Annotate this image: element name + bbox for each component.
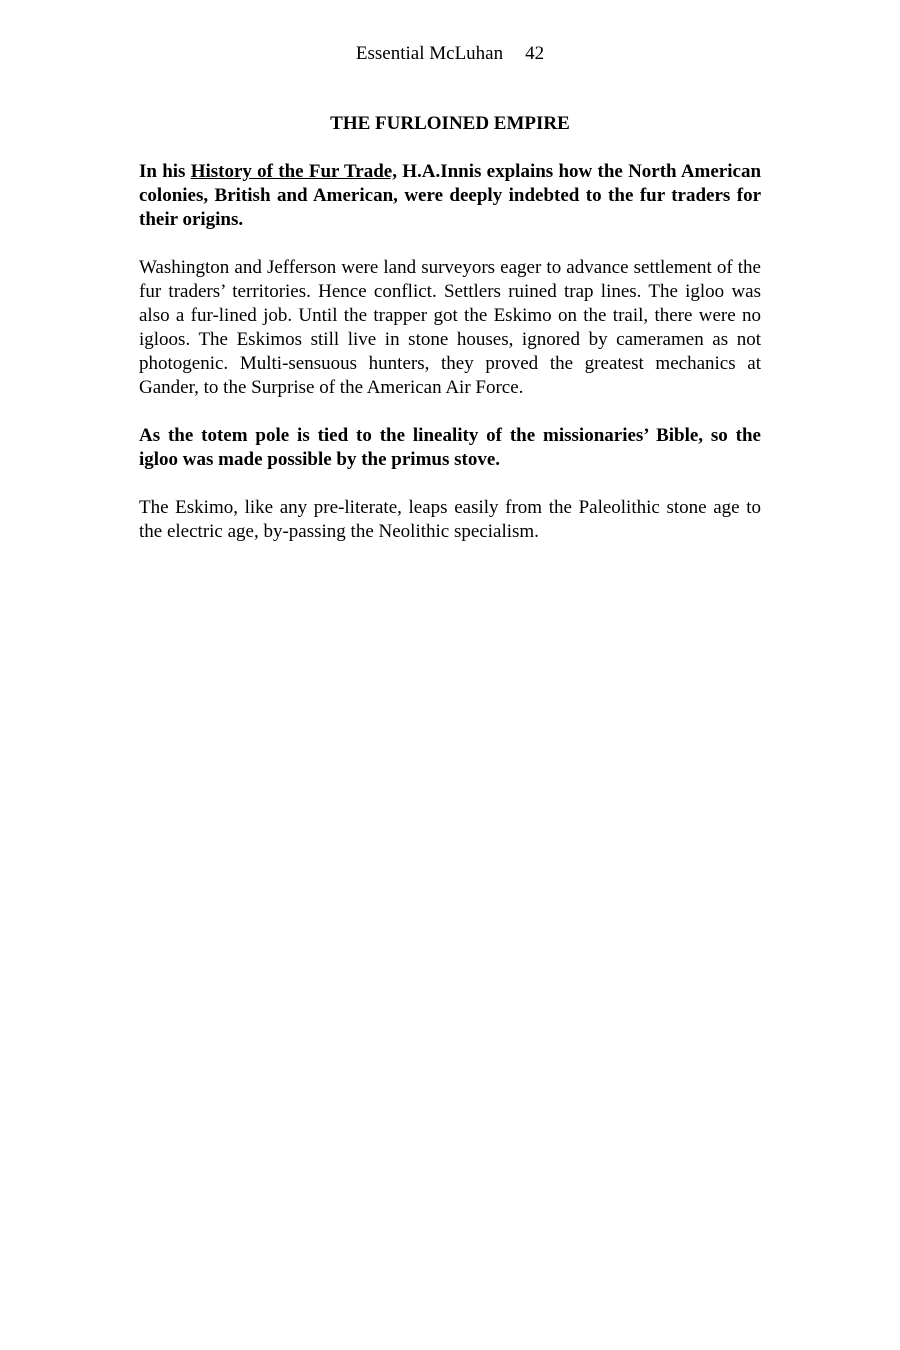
page-content [139, 112, 761, 568]
page-number: 42 [525, 43, 545, 64]
body-paragraph-totem-pole: As the totem pole is tied to the lineality of the missionaries’ Bible, so the igloo was made possible by the primus stove. [139, 425, 761, 470]
intro-paragraph [139, 160, 761, 232]
body-paragraph-eskimo: The Eskimo, like any pre-literate, leaps easily from the Paleolithic stone age to the electric age, by-passing the Neolithic specialism. [139, 497, 761, 542]
intro-suffix: H.A.Innis explains how the North American colonies, British and American, were deeply indebted to the fur traders for their origins. [139, 161, 762, 230]
body-paragraph-settlers: Washington and Jefferson were land surveyors eager to advance settlement of the fur traders’ territories. Hence conflict. Settlers ruined trap lines. The igloo was also a fur-lined job. Until the trapper got the Eskimo on the trail, there were no igloos. The Eskimos still live in stone houses, ignored by cameramen as not photogenic. Multi-sensuous hunters, they proved the greatest mechanics at Gander, to the Surprise of the American Air Force. [139, 257, 761, 398]
article-title: THE FURLOINED EMPIRE [330, 113, 570, 134]
running-title: Essential McLuhan [355, 43, 504, 64]
book-title: History of the Fur Trade, [190, 161, 397, 182]
intro-prefix: In his [139, 161, 191, 182]
running-header [0, 42, 900, 66]
